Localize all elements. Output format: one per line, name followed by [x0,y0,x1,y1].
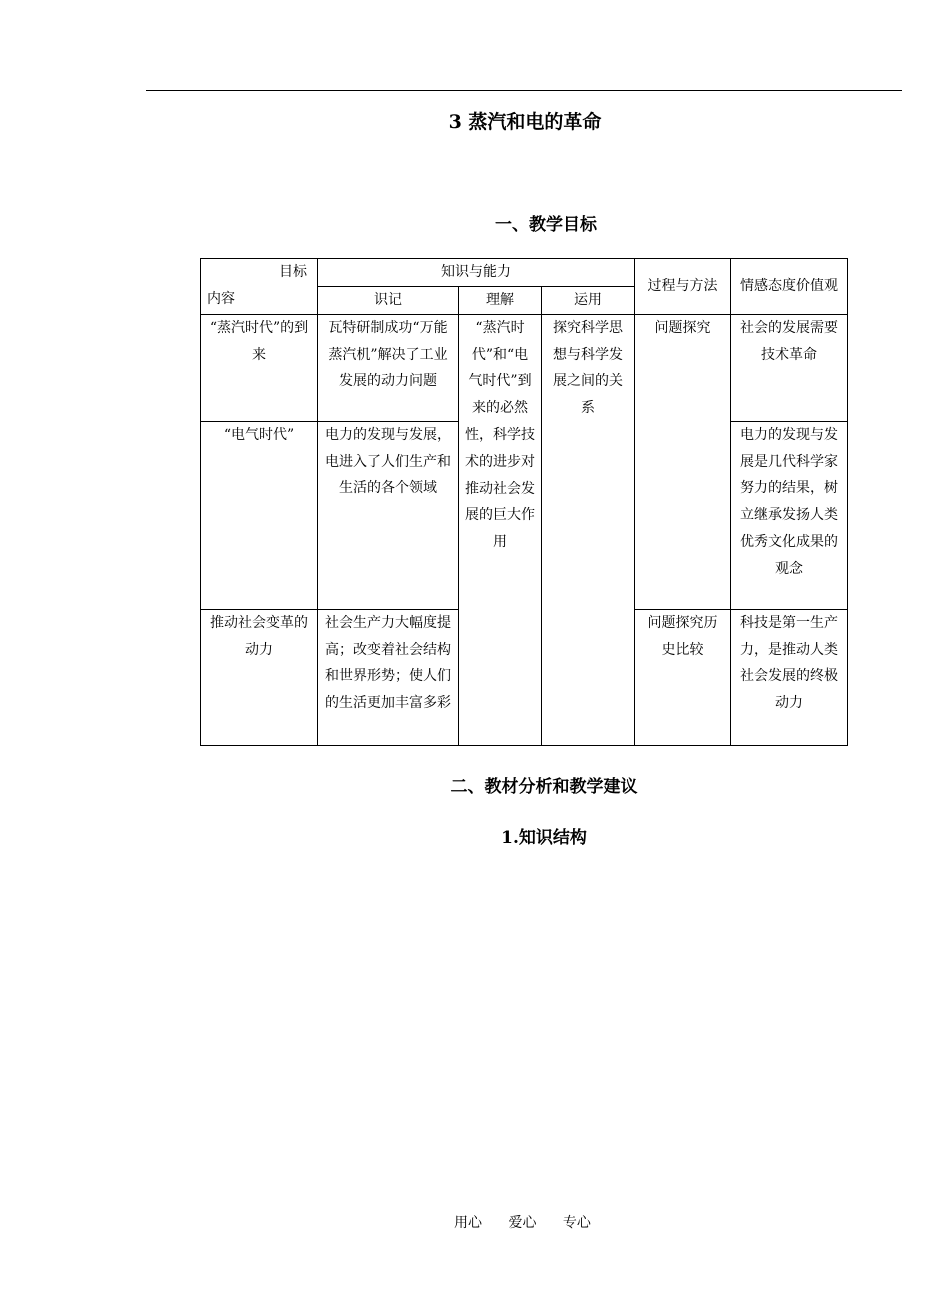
corner-label-content: 内容 [207,291,235,307]
objectives-table [200,258,848,746]
row-steam-content: “蒸汽时代”的到来 [201,314,318,421]
section-heading-analysis: 二、教材分析和教学建议 [450,777,638,797]
section-heading-objectives: 一、教学目标 [495,215,597,235]
row-driving-process: 问题探究历史比较 [635,609,731,745]
document-title: 3 蒸汽和电的革命 [448,111,602,133]
row-electric-emotion: 电力的发现与发展是几代科学家努力的结果，树立继承发扬人类优秀文化成果的观念 [731,421,848,609]
understand-header: 理解 [459,287,542,315]
apply-cell: 探究科学思想与科学发展之间的关系 [542,314,635,745]
corner-header-cell [201,259,318,315]
row-driving-recall: 社会生产力大幅度提高；改变着社会结构和世界形势；使人们的生活更加丰富多彩 [318,609,459,745]
footer-word-3: 专心 [562,1215,591,1231]
understand-cell: “蒸汽时代”和“电气时代”到来的必然性，科学技术的进步对推动社会发展的巨大作用 [459,314,542,745]
row-steam-emotion: 社会的发展需要技术革命 [731,314,848,421]
process-method-header: 过程与方法 [635,259,731,315]
row-steam-recall: 瓦特研制成功“万能蒸汽机”解决了工业发展的动力问题 [318,314,459,421]
row-driving-emotion: 科技是第一生产力，是推动人类社会发展的终极动力 [731,609,848,745]
recall-header: 识记 [318,287,459,315]
subsection-heading-knowledge-structure: 1.知识结构 [501,828,587,848]
footer-word-2: 爱心 [508,1215,537,1231]
header-rule [146,90,902,91]
corner-label-target: 目标 [279,264,307,280]
apply-header: 运用 [542,287,635,315]
knowledge-ability-header: 知识与能力 [318,259,635,287]
row-electric-recall: 电力的发现与发展，电进入了人们生产和生活的各个领域 [318,421,459,609]
footer-word-1: 用心 [454,1215,482,1231]
row-driving-content: 推动社会变革的动力 [201,609,318,745]
row-electric-content: “电气时代” [201,421,318,609]
page-footer [454,1212,613,1232]
emotion-values-header: 情感态度价值观 [731,259,848,315]
row-steam-process: 问题探究 [635,314,731,609]
